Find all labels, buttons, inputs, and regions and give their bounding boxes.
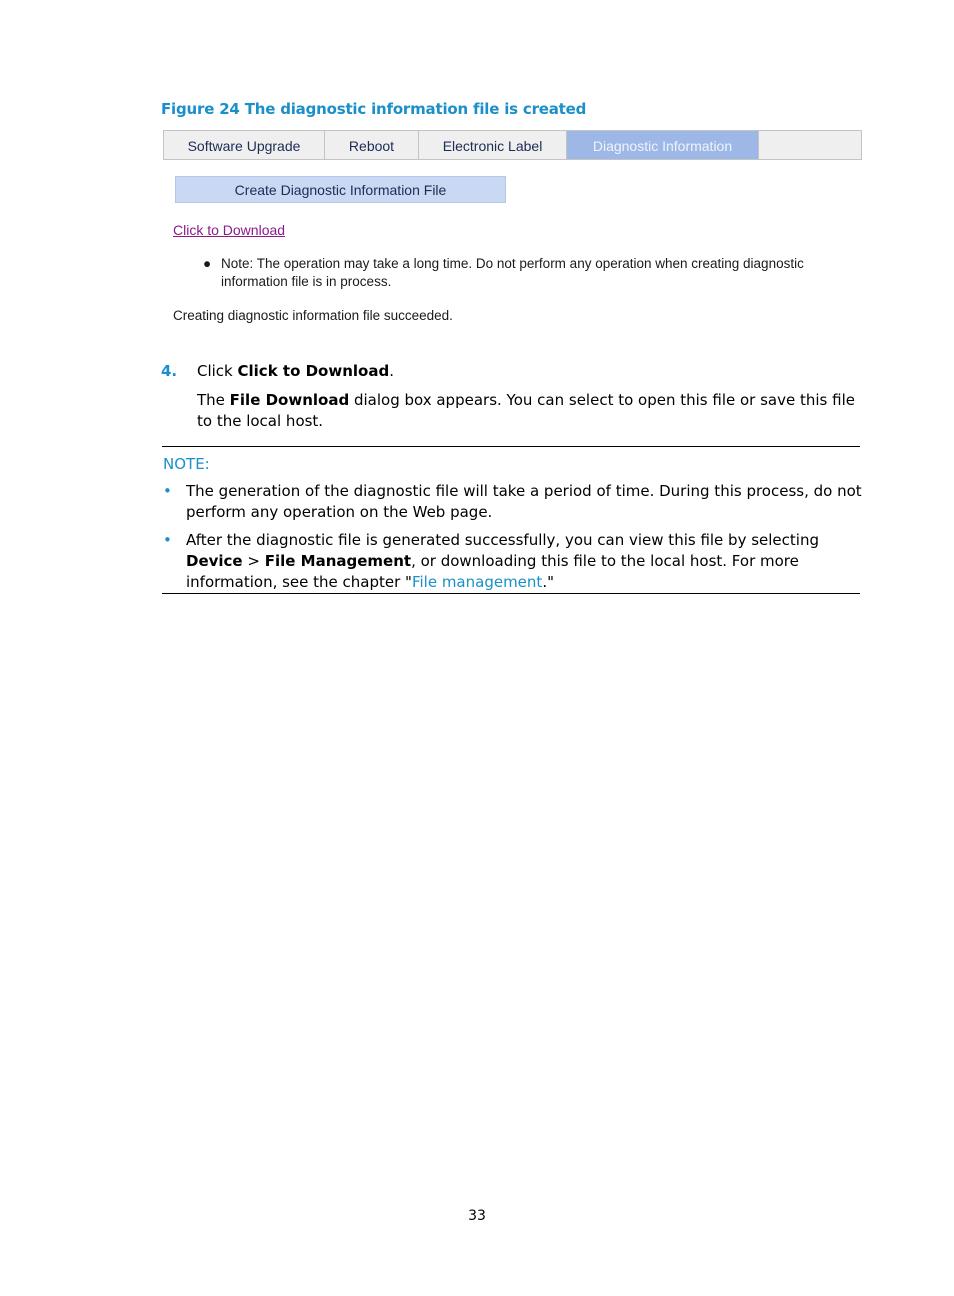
note-bottom-rule bbox=[162, 593, 860, 594]
note-list bbox=[163, 481, 863, 600]
step-number: 4. bbox=[161, 362, 178, 380]
note-item bbox=[163, 481, 863, 523]
tab-software-upgrade[interactable]: Software Upgrade bbox=[164, 131, 325, 159]
step-click-target: Click to Download bbox=[237, 362, 390, 380]
note-item-2d: File Management bbox=[264, 552, 412, 570]
note-item-2f: ." bbox=[542, 573, 554, 591]
note-label: NOTE: bbox=[163, 455, 210, 473]
tab-bar bbox=[163, 130, 862, 160]
step-instruction bbox=[197, 362, 394, 380]
bullet-icon: • bbox=[163, 531, 172, 549]
download-link[interactable]: Click to Download bbox=[173, 222, 286, 238]
create-diagnostic-file-button[interactable]: Create Diagnostic Information File bbox=[175, 176, 506, 203]
tab-diagnostic-information[interactable]: Diagnostic Information bbox=[567, 131, 759, 159]
operation-note-text: Note: The operation may take a long time. Do not perform any operation when creating diagnostic information file is in process. bbox=[221, 256, 804, 289]
status-message: Creating diagnostic information file succeeded. bbox=[173, 308, 453, 323]
bullet-icon: • bbox=[163, 482, 172, 500]
step-desc-pre: The bbox=[197, 391, 230, 409]
file-management-link[interactable]: File management bbox=[411, 573, 543, 591]
note-item-2b: Device bbox=[186, 552, 243, 570]
step-click-word: Click bbox=[197, 362, 238, 380]
note-item-2c: > bbox=[242, 552, 265, 570]
note-item bbox=[163, 530, 863, 593]
note-bullet-icon: ● bbox=[203, 256, 212, 271]
note-item-2a: After the diagnostic file is generated successfully, you can view this file by selecting bbox=[186, 531, 819, 549]
step-description bbox=[197, 390, 867, 432]
step-click-end: . bbox=[389, 362, 394, 380]
note-item-text: The generation of the diagnostic file will take a period of time. During this process, do not perform any operation on the Web page. bbox=[186, 482, 862, 521]
note-item-2e: , or downloading this file to the local host. For more information, see the chapter " bbox=[186, 552, 799, 591]
tab-reboot[interactable]: Reboot bbox=[325, 131, 419, 159]
step-desc-bold: File Download bbox=[229, 391, 350, 409]
note-top-rule bbox=[162, 446, 860, 447]
page-number: 33 bbox=[468, 1208, 486, 1224]
figure-caption: Figure 24 The diagnostic information file is created bbox=[161, 100, 587, 118]
tab-electronic-label[interactable]: Electronic Label bbox=[419, 131, 567, 159]
step-desc-post: dialog box appears. You can select to open this file or save this file to the local host. bbox=[197, 391, 855, 430]
operation-note bbox=[203, 255, 853, 291]
